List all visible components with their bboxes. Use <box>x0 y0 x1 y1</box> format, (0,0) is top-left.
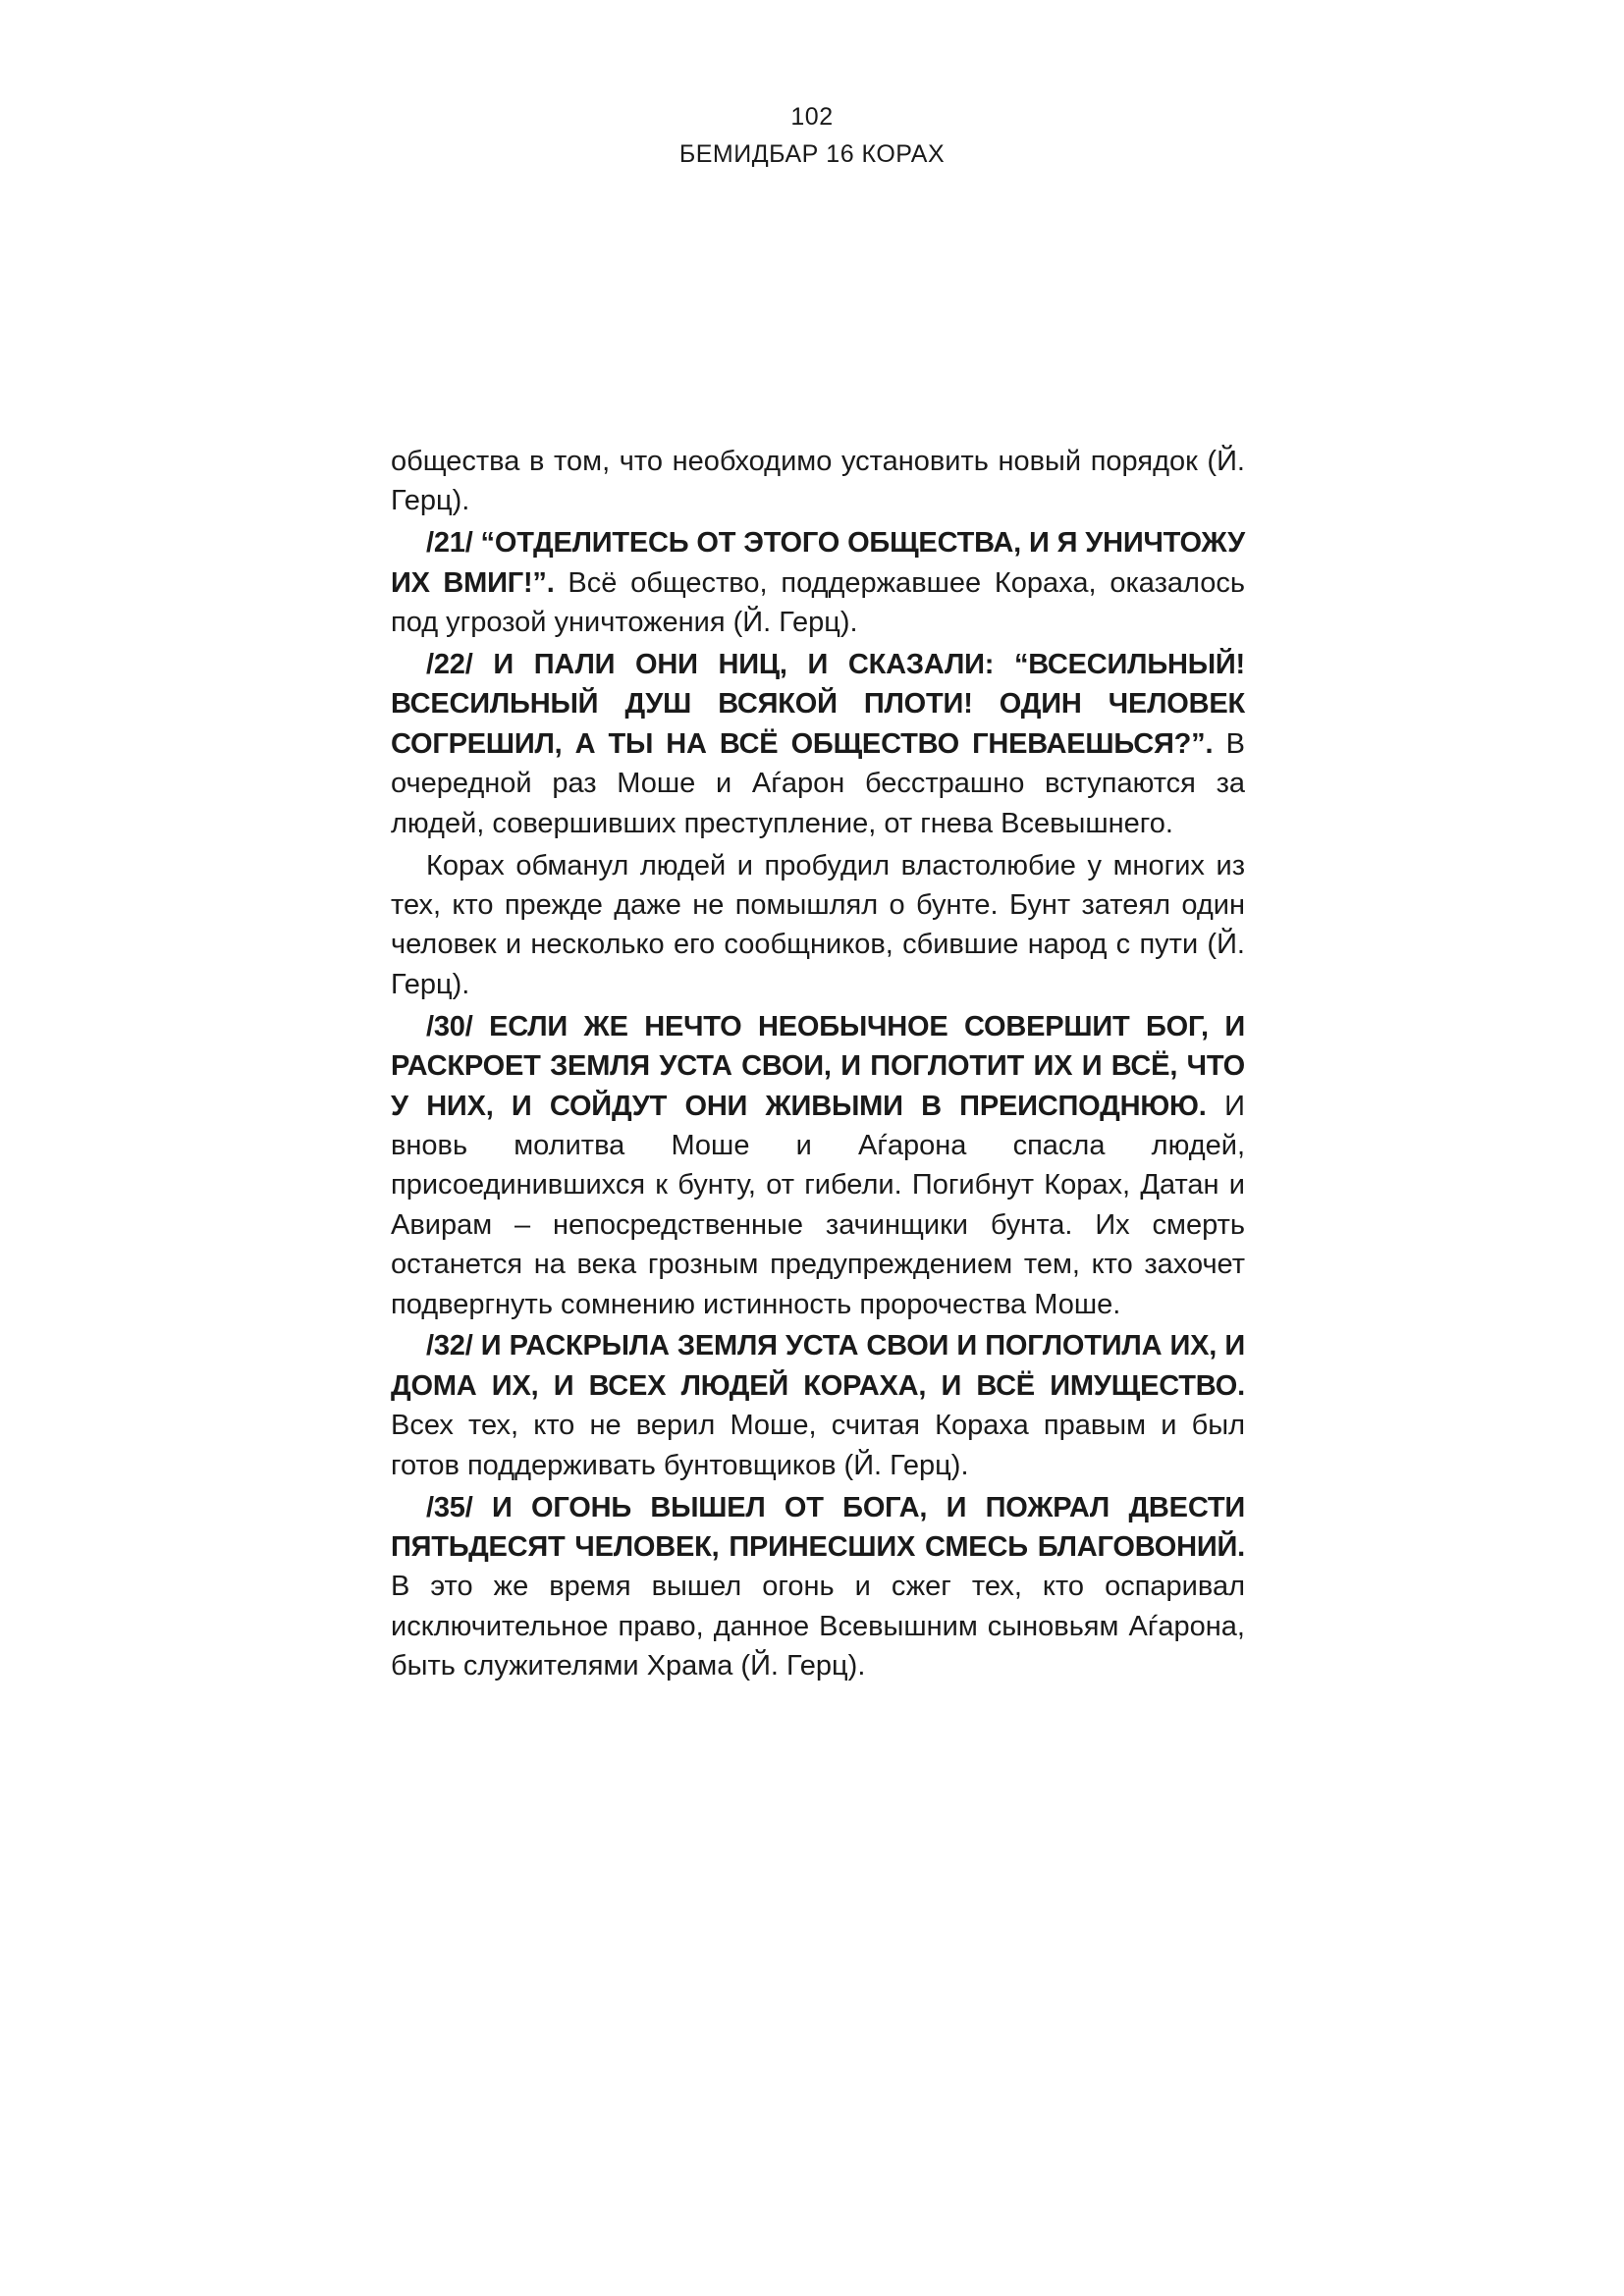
page-number: 102 <box>790 103 834 131</box>
verse-text: /22/ И ПАЛИ ОНИ НИЦ, И СКАЗАЛИ: “ВСЕСИЛЬНЫЙ! ВСЕСИЛЬНЫЙ ДУШ ВСЯКОЙ ПЛОТИ! ОДИН ЧЕЛОВЕК СОГРЕШИЛ, А ТЫ НА ВСЁ ОБЩЕСТВО ГНЕВАЕШЬСЯ?”. <box>391 649 1245 760</box>
running-title: БЕМИДБАР 16 КОРАХ <box>678 140 946 168</box>
verse-text: /35/ И ОГОНЬ ВЫШЕЛ ОТ БОГА, И ПОЖРАЛ ДВЕСТИ ПЯТЬДЕСЯТ ЧЕЛОВЕК, ПРИНЕСШИХ СМЕСЬ БЛАГОВОНИЙ. <box>391 1491 1245 1563</box>
paragraph <box>391 1326 1245 1485</box>
verse-text: /30/ ЕСЛИ ЖЕ НЕЧТО НЕОБЫЧНОЕ СОВЕРШИТ БОГ, И РАСКРОЕТ ЗЕМЛЯ УСТА СВОИ, И ПОГЛОТИТ ИХ И ВСЁ, ЧТО У НИХ, И СОЙДУТ ОНИ ЖИВЫМИ В ПРЕИСПОДНЮЮ. <box>391 1010 1245 1122</box>
paragraph <box>391 523 1245 642</box>
text-body <box>391 442 1245 1688</box>
paragraph <box>391 645 1245 843</box>
commentary-text: общества в том, что необходимо установить новый порядок (Й. Герц). <box>391 446 1245 517</box>
commentary-text: В это же время вышел огонь и сжег тех, кто оспаривал исключительное право, данное Всевышним сыновьям Аѓарона, быть служителями Храма (Й. Герц). <box>391 1571 1245 1682</box>
paragraph <box>391 1007 1245 1324</box>
commentary-text: Корах обманул людей и пробудил властолюбие у многих из тех, кто прежде даже не помышлял о бунте. Бунт затеял один человек и несколько его сообщников, сбившие народ с пути (Й. Герц). <box>391 849 1245 1000</box>
commentary-text: В очередной раз Моше и Аѓарон бесстрашно вступаются за людей, совершивших преступление, от гнева Всевышнего. <box>391 727 1246 839</box>
commentary-text: И вновь молитва Моше и Аѓарона спасла людей, присоединившихся к бунту, от гибели. Погибнут Корах, Датан и Авирам – непосредственные зачинщики бунта. Их смерть останется на века грозным предупреждением тем, кто захочет подвергнуть сомнению истинность пророчества Моше. <box>391 1090 1245 1320</box>
paragraph <box>391 1488 1245 1686</box>
commentary-text: Всех тех, кто не верил Моше, считая Кораха правым и был готов поддерживать бунтовщиков (Й. Герц). <box>391 1410 1245 1481</box>
commentary-text: Всё общество, поддержавшее Кораха, оказалось под угрозой уничтожения (Й. Герц). <box>391 566 1245 639</box>
page-header <box>0 98 1624 173</box>
paragraph <box>391 442 1245 521</box>
verse-text: /32/ И РАСКРЫЛА ЗЕМЛЯ УСТА СВОИ И ПОГЛОТИЛА ИХ, И ДОМА ИХ, И ВСЕХ ЛЮДЕЙ КОРАХА, И ВСЁ ИМУЩЕСТВО. <box>391 1330 1245 1402</box>
paragraph <box>391 846 1245 1005</box>
verse-text: /21/ “ОТДЕЛИТЕСЬ ОТ ЭТОГО ОБЩЕСТВА, И Я УНИЧТОЖУ ИХ ВМИГ!”. <box>391 527 1245 599</box>
